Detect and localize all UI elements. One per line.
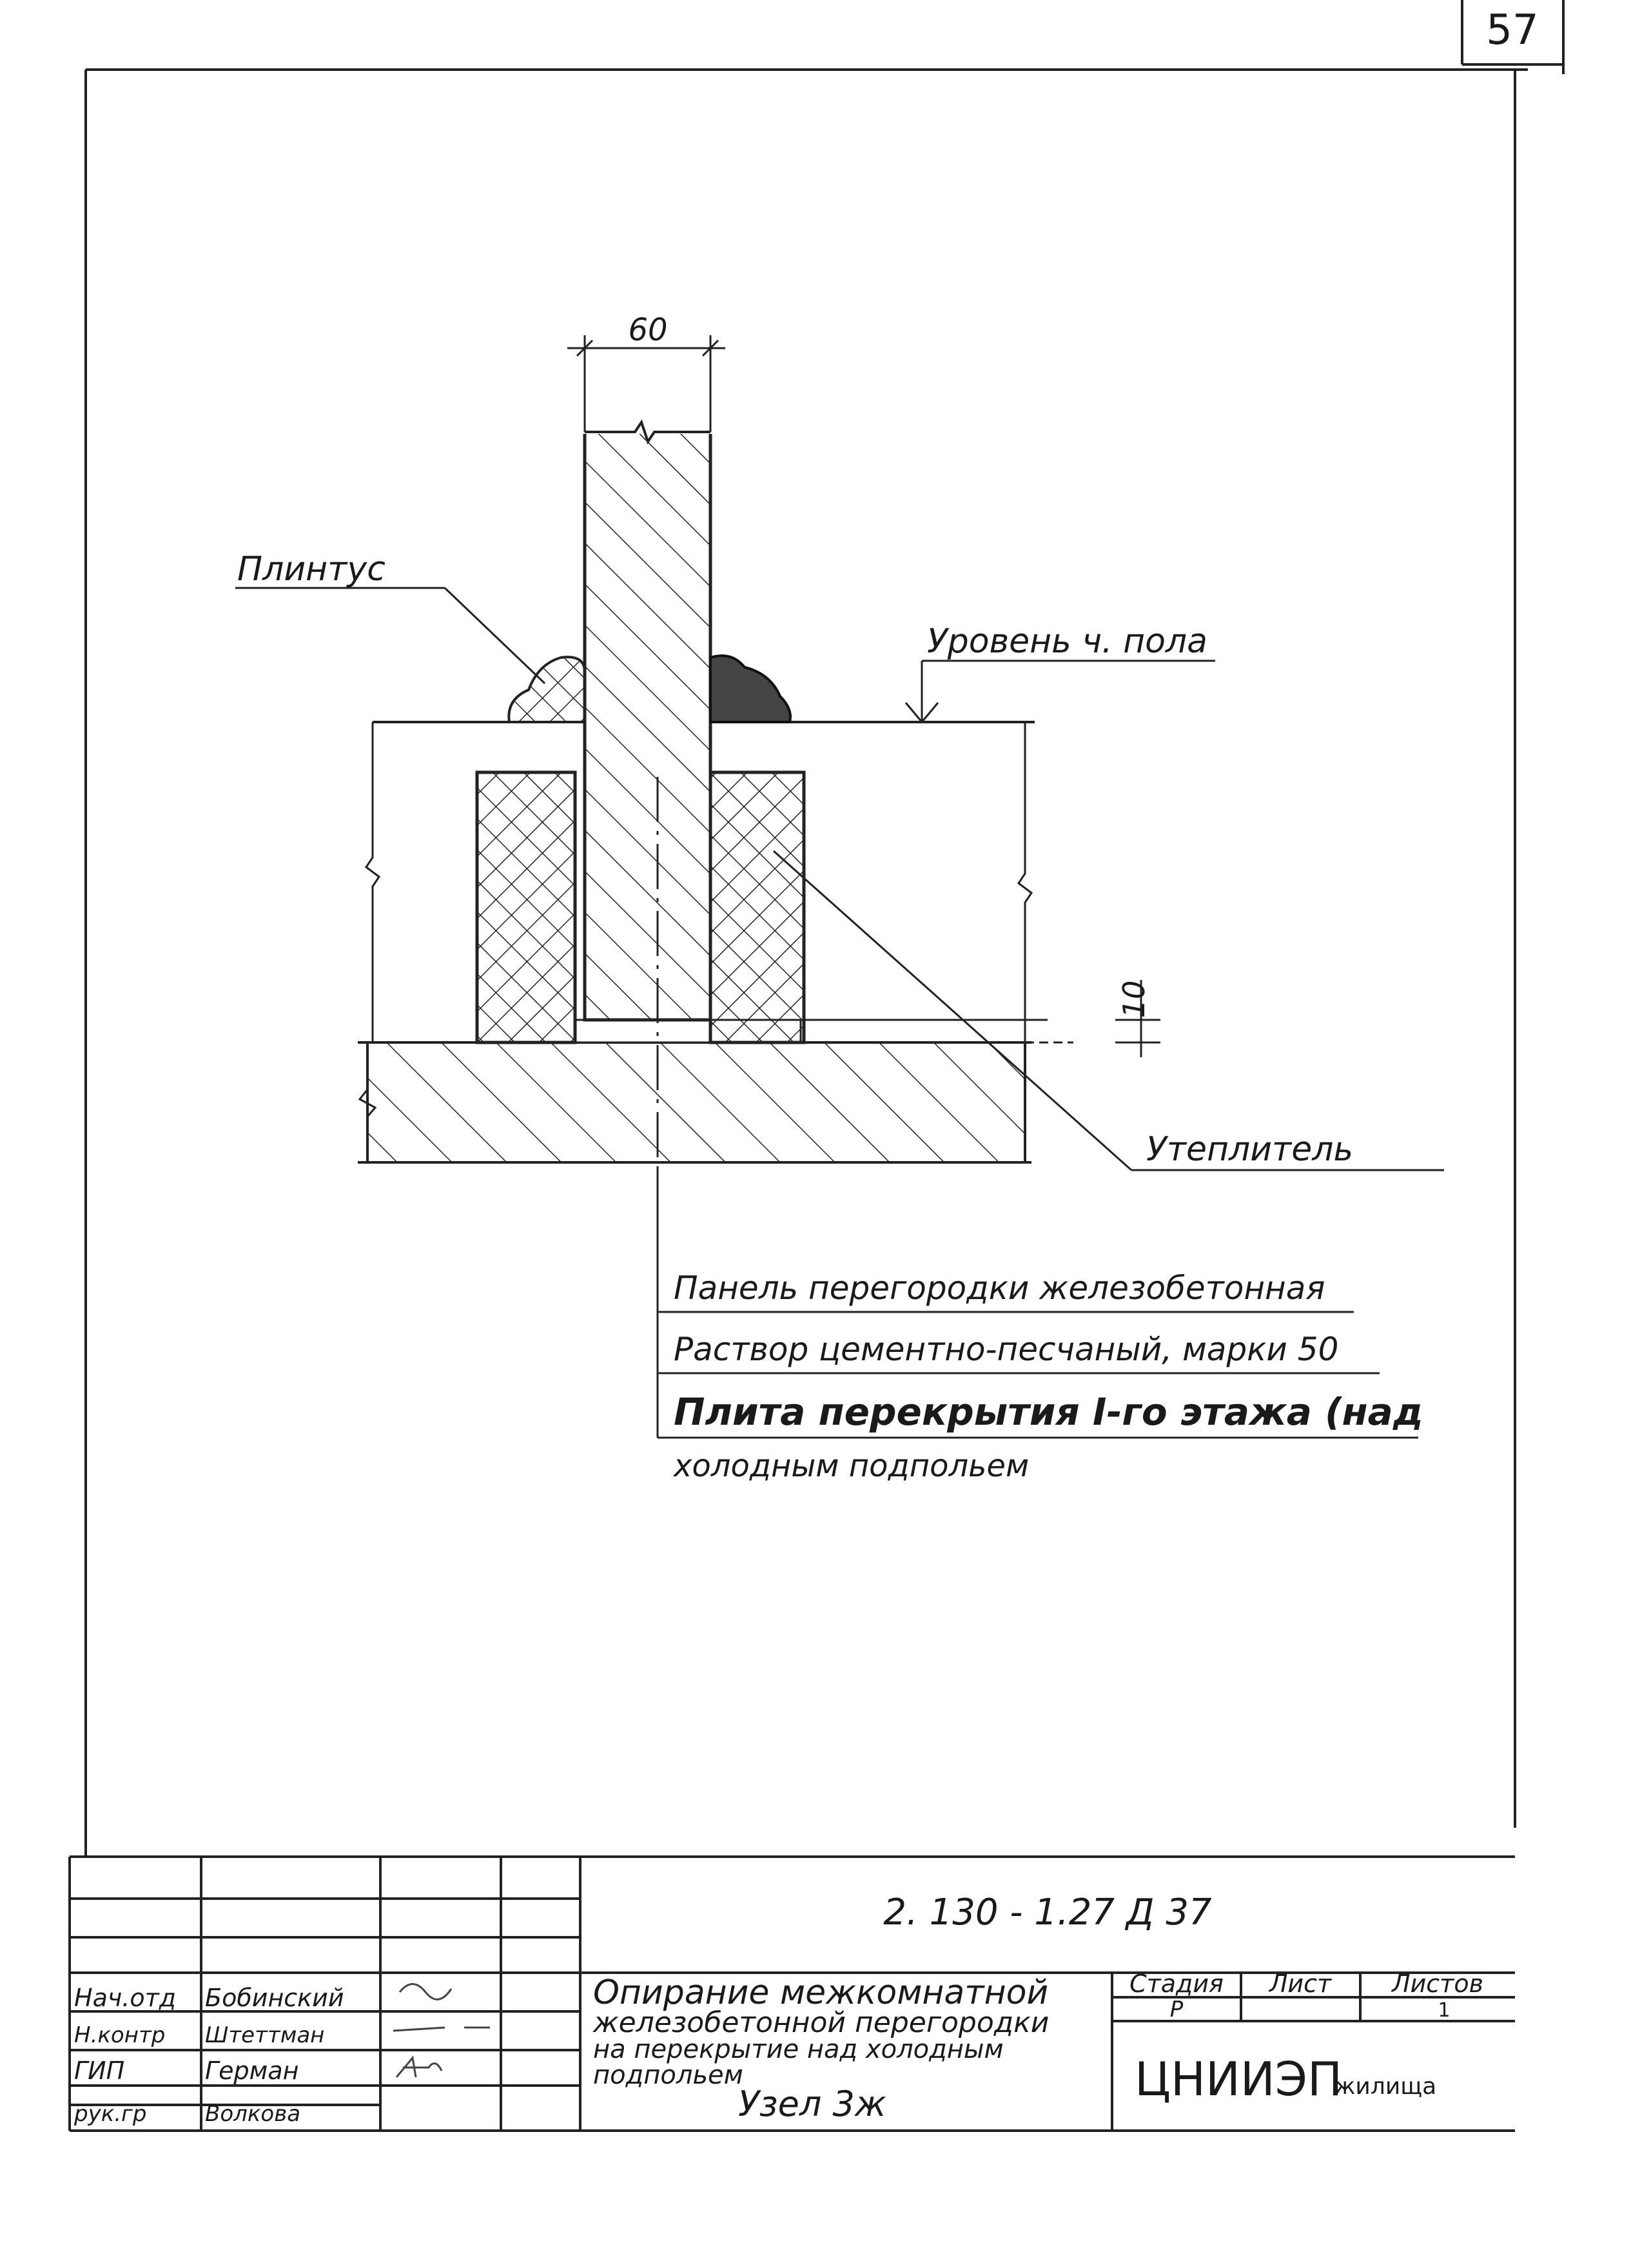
title-line-3: на перекрытие над холодным [593,2035,1004,2064]
leader-plinth [235,550,545,683]
label-layer-2: Раствор цементно-песчаный, марки 50 [674,1331,1339,1368]
signature-mark-3 [396,2058,442,2077]
floor-slab [367,1042,1025,1162]
document-code: 2. 130 - 1.27 Д 37 [883,1892,1212,1933]
label-insulation: Утеплитель [1146,1130,1354,1169]
sig-role-2: Н.контр [74,2022,166,2048]
insulation-block-left [477,772,575,1042]
sig-role-3: ГИП [74,2057,125,2085]
label-layer-3a: Плита перекрытия I-го этажа (над [674,1390,1423,1434]
dimension-10 [1115,980,1160,1057]
sheets-header: Листов [1392,1970,1483,1998]
sheet-frame [86,70,1528,1857]
leader-floor-level [906,622,1215,722]
node-label: Узел 3ж [738,2084,886,2124]
sig-name-1: Бобинский [205,1984,344,2012]
title-line-1: Опирание межкомнатной [593,1973,1049,2012]
sig-role-4: рук.гр [74,2101,147,2127]
dimension-60 [567,312,725,432]
sig-role-1: Нач.отд [74,1984,177,2012]
insulation-block-right [710,772,804,1042]
sheets-value: 1 [1438,1999,1451,2022]
plinth-left [509,657,585,722]
organization-suffix: жилища [1334,2073,1437,2100]
title-line-2: железобетонной перегородки [593,2006,1050,2039]
signature-mark-2 [393,2028,490,2031]
label-layer-3b: холодным подпольем [674,1448,1030,1484]
stage-value: Р [1169,1997,1184,2022]
sig-name-4: Волкова [205,2101,301,2127]
signature-mark-1 [400,1984,451,2000]
signature-rows [73,1984,490,2127]
label-floor-level: Уровень ч. пола [927,622,1208,661]
dim-10-text: 10 [1117,980,1151,1019]
organization: ЦНИИЭП [1135,2052,1343,2106]
page-number: 57 [1486,6,1539,54]
label-layer-1: Панель перегородки железобетонная [674,1269,1325,1307]
sig-name-2: Штеттман [205,2022,325,2048]
title-line-4: подпольем [593,2060,743,2090]
partition-panel [585,432,710,1020]
layer-callout [658,1269,1423,1484]
plinth-right [710,656,790,722]
sheet-header: Лист [1269,1970,1332,1998]
dim-60-text: 60 [628,312,668,348]
sig-name-3: Герман [205,2057,299,2085]
page-number-box [1462,0,1563,74]
stage-header: Стадия [1129,1970,1224,1998]
label-plinth: Плинтус [237,550,386,589]
